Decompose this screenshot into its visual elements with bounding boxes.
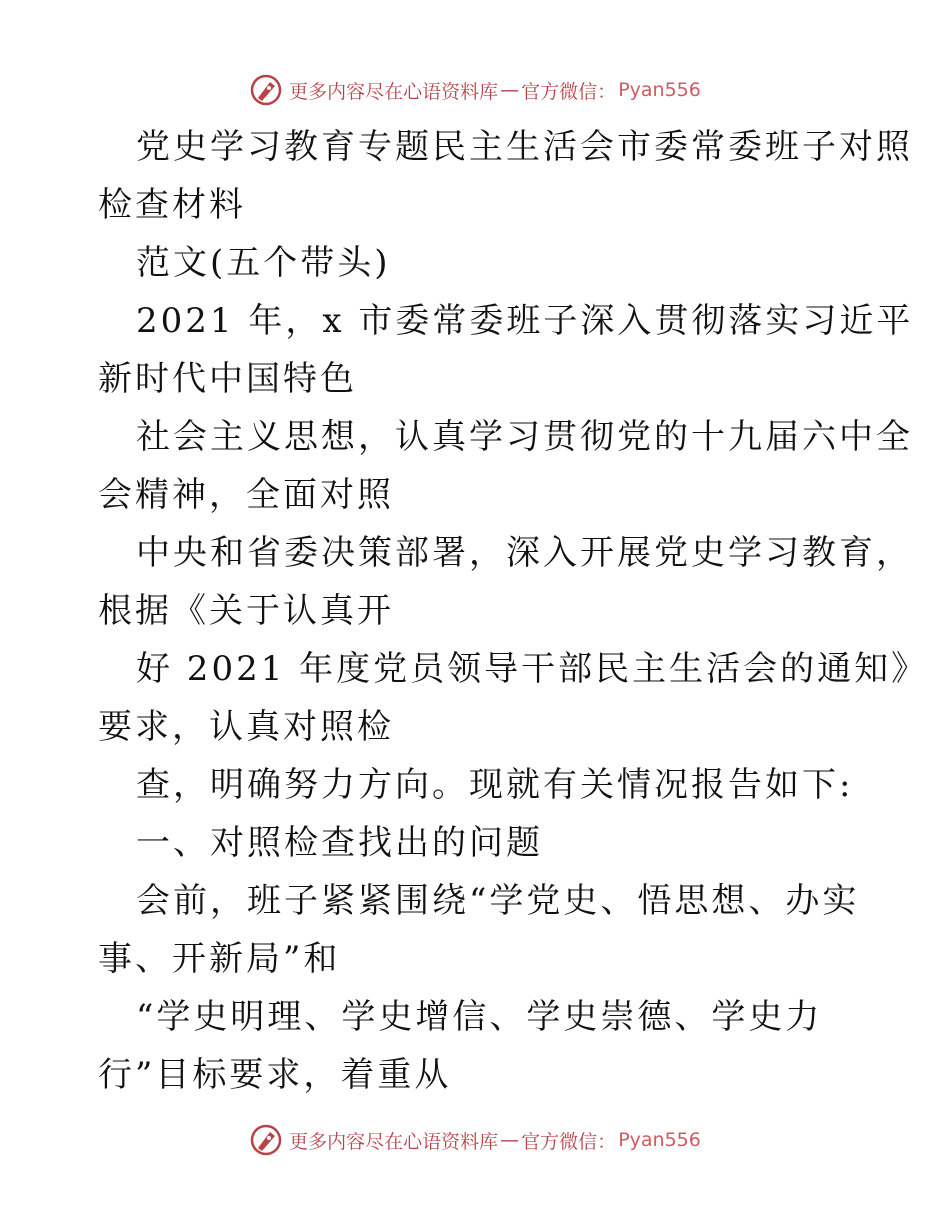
watermark-footer	[0, 1120, 950, 1160]
watermark-header	[0, 70, 950, 110]
doc-paragraph-line: “学史明理、学史增信、学史崇德、学史力	[136, 997, 823, 1037]
doc-paragraph-line: 会前，班子紧紧围绕“学党史、悟思想、办实	[136, 881, 860, 921]
doc-paragraph-line: 行”目标要求，着重从	[98, 1055, 452, 1095]
watermark-site: 更多内容尽在心语资料库	[289, 80, 499, 103]
doc-title-line-1: 党史学习教育专题民主生活会市委常委班子对照	[136, 127, 913, 167]
watermark-separator: —	[500, 1129, 520, 1151]
doc-subtitle: 范文(五个带头)	[136, 243, 391, 283]
watermark-wechat-label: 官方微信：	[521, 1130, 617, 1153]
doc-paragraph-line: 会精神，全面对照	[98, 475, 394, 515]
doc-section-heading: 一、对照检查找出的问题	[136, 823, 543, 863]
doc-paragraph-line: 新时代中国特色	[98, 359, 357, 399]
watermark-site: 更多内容尽在心语资料库	[289, 1130, 499, 1153]
doc-paragraph-line: 社会主义思想，认真学习贯彻党的十九届六中全	[136, 417, 913, 457]
doc-paragraph-line: 查，明确努力方向。现就有关情况报告如下:	[136, 765, 854, 805]
doc-title-line-2: 检查材料	[98, 185, 246, 225]
doc-paragraph-line: 要求，认真对照检	[98, 707, 394, 747]
watermark-separator: —	[500, 79, 520, 101]
doc-paragraph-line: 根据《关于认真开	[98, 591, 394, 631]
doc-paragraph-line: 好 2021 年度党员领导干部民主生活会的通知》	[136, 649, 929, 689]
pen-nib-logo-icon	[249, 1123, 283, 1157]
document-body	[98, 118, 929, 1104]
doc-paragraph-line: 2021 年，x 市委常委班子深入贯彻落实习近平	[136, 301, 914, 341]
watermark-wechat-label: 官方微信：	[521, 80, 617, 103]
watermark-wechat-id: Pyan556	[618, 1129, 701, 1151]
pen-nib-logo-icon	[249, 73, 283, 107]
watermark-wechat-id: Pyan556	[618, 79, 701, 101]
doc-paragraph-line: 中央和省委决策部署，深入开展党史学习教育，	[136, 533, 913, 573]
doc-paragraph-line: 事、开新局”和	[98, 939, 341, 979]
